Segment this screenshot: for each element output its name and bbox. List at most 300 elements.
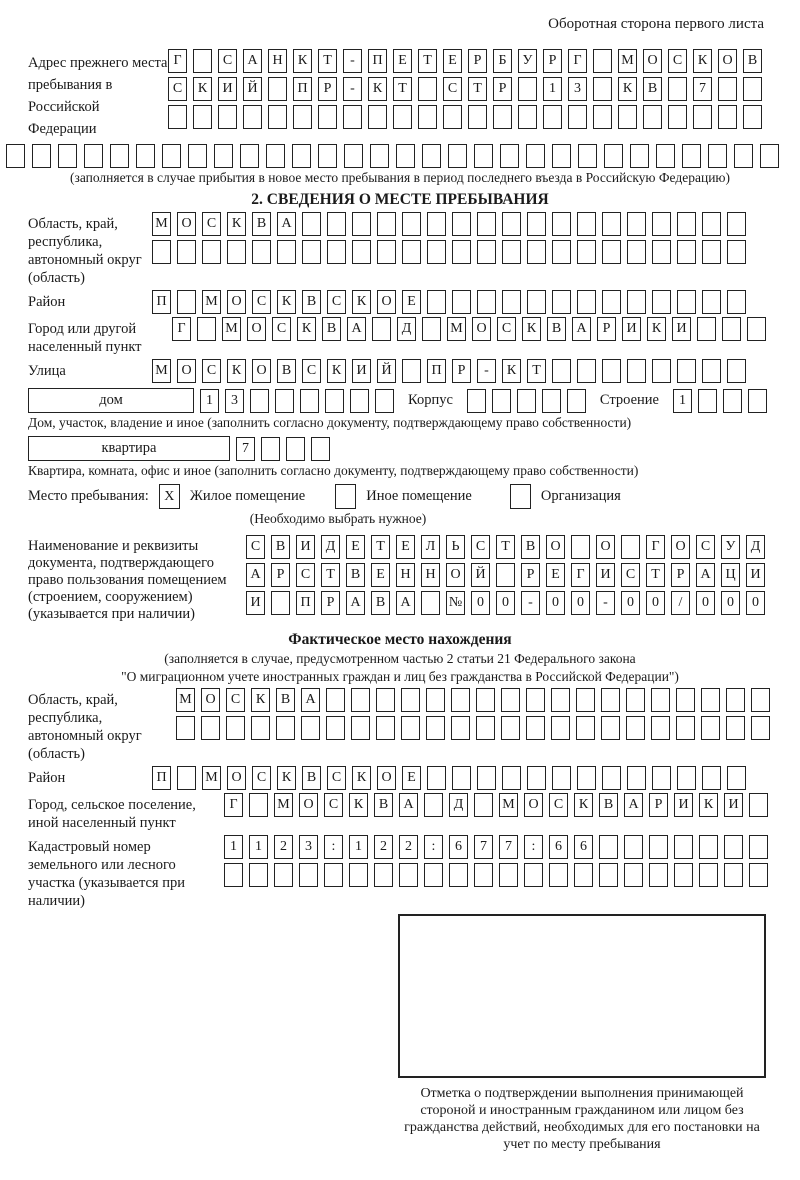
- char-cell[interactable]: [162, 144, 181, 168]
- char-cell[interactable]: [292, 144, 311, 168]
- char-cell[interactable]: Ц: [721, 563, 740, 587]
- char-cell[interactable]: Р: [671, 563, 690, 587]
- char-cell[interactable]: Д: [746, 535, 765, 559]
- char-cell[interactable]: [627, 359, 646, 383]
- char-cell[interactable]: [168, 105, 187, 129]
- char-cell[interactable]: [656, 144, 675, 168]
- char-cell[interactable]: [499, 863, 518, 887]
- char-cell[interactable]: Д: [449, 793, 468, 817]
- char-cell[interactable]: [630, 144, 649, 168]
- char-cell[interactable]: [543, 105, 562, 129]
- char-cell[interactable]: [526, 144, 545, 168]
- char-cell[interactable]: [601, 688, 620, 712]
- char-cell[interactable]: 3: [299, 835, 318, 859]
- char-cell[interactable]: И: [296, 535, 315, 559]
- char-cell[interactable]: [451, 688, 470, 712]
- char-cell[interactable]: [668, 77, 687, 101]
- char-cell[interactable]: С: [549, 793, 568, 817]
- char-cell[interactable]: [526, 716, 545, 740]
- char-cell[interactable]: [372, 317, 391, 341]
- char-cell[interactable]: Т: [318, 49, 337, 73]
- char-cell[interactable]: 6: [549, 835, 568, 859]
- char-cell[interactable]: И: [672, 317, 691, 341]
- char-cell[interactable]: О: [227, 766, 246, 790]
- char-cell[interactable]: [621, 535, 640, 559]
- char-cell[interactable]: [152, 240, 171, 264]
- char-cell[interactable]: О: [247, 317, 266, 341]
- char-cell[interactable]: 0: [546, 591, 565, 615]
- char-cell[interactable]: [701, 716, 720, 740]
- char-cell[interactable]: [421, 591, 440, 615]
- char-cell[interactable]: С: [471, 535, 490, 559]
- char-cell[interactable]: [393, 105, 412, 129]
- char-cell[interactable]: О: [718, 49, 737, 73]
- char-cell[interactable]: В: [302, 766, 321, 790]
- char-cell[interactable]: 0: [696, 591, 715, 615]
- char-cell[interactable]: Д: [321, 535, 340, 559]
- char-cell[interactable]: [396, 144, 415, 168]
- char-cell[interactable]: [626, 688, 645, 712]
- char-cell[interactable]: [402, 359, 421, 383]
- char-cell[interactable]: Е: [546, 563, 565, 587]
- apartment-type-box[interactable]: [28, 436, 230, 461]
- char-cell[interactable]: [6, 144, 25, 168]
- char-cell[interactable]: О: [252, 359, 271, 383]
- char-cell[interactable]: [682, 144, 701, 168]
- char-cell[interactable]: [627, 240, 646, 264]
- char-cell[interactable]: [651, 716, 670, 740]
- char-cell[interactable]: Р: [468, 49, 487, 73]
- char-cell[interactable]: [376, 688, 395, 712]
- char-cell[interactable]: [677, 766, 696, 790]
- char-cell[interactable]: [427, 766, 446, 790]
- char-cell[interactable]: Г: [168, 49, 187, 73]
- char-cell[interactable]: [627, 212, 646, 236]
- char-cell[interactable]: М: [202, 290, 221, 314]
- char-cell[interactable]: [526, 688, 545, 712]
- char-cell[interactable]: [652, 240, 671, 264]
- char-cell[interactable]: [401, 688, 420, 712]
- char-cell[interactable]: /: [671, 591, 690, 615]
- char-cell[interactable]: О: [596, 535, 615, 559]
- char-cell[interactable]: [327, 240, 346, 264]
- char-cell[interactable]: [501, 688, 520, 712]
- char-cell[interactable]: К: [349, 793, 368, 817]
- char-cell[interactable]: [58, 144, 77, 168]
- char-cell[interactable]: [271, 591, 290, 615]
- char-cell[interactable]: С: [696, 535, 715, 559]
- char-cell[interactable]: Й: [377, 359, 396, 383]
- char-cell[interactable]: И: [218, 77, 237, 101]
- char-cell[interactable]: [702, 240, 721, 264]
- char-cell[interactable]: -: [477, 359, 496, 383]
- char-cell[interactable]: 1: [543, 77, 562, 101]
- char-cell[interactable]: [227, 240, 246, 264]
- char-cell[interactable]: О: [643, 49, 662, 73]
- char-cell[interactable]: С: [497, 317, 516, 341]
- char-cell[interactable]: [277, 240, 296, 264]
- char-cell[interactable]: М: [447, 317, 466, 341]
- char-cell[interactable]: А: [624, 793, 643, 817]
- char-cell[interactable]: [677, 212, 696, 236]
- char-cell[interactable]: [697, 317, 716, 341]
- char-cell[interactable]: [518, 105, 537, 129]
- char-cell[interactable]: [652, 766, 671, 790]
- char-cell[interactable]: [474, 793, 493, 817]
- char-cell[interactable]: [496, 563, 515, 587]
- char-cell[interactable]: [193, 105, 212, 129]
- char-cell[interactable]: [377, 240, 396, 264]
- char-cell[interactable]: С: [272, 317, 291, 341]
- char-cell[interactable]: К: [327, 359, 346, 383]
- char-cell[interactable]: [577, 766, 596, 790]
- char-cell[interactable]: [602, 290, 621, 314]
- char-cell[interactable]: [467, 389, 486, 413]
- char-cell[interactable]: [468, 105, 487, 129]
- char-cell[interactable]: [422, 144, 441, 168]
- char-cell[interactable]: А: [572, 317, 591, 341]
- char-cell[interactable]: О: [177, 212, 196, 236]
- char-cell[interactable]: [476, 688, 495, 712]
- char-cell[interactable]: [702, 359, 721, 383]
- char-cell[interactable]: [325, 389, 344, 413]
- char-cell[interactable]: Т: [321, 563, 340, 587]
- char-cell[interactable]: [574, 863, 593, 887]
- char-cell[interactable]: Р: [543, 49, 562, 73]
- char-cell[interactable]: [224, 863, 243, 887]
- char-cell[interactable]: Р: [321, 591, 340, 615]
- char-cell[interactable]: У: [721, 535, 740, 559]
- char-cell[interactable]: [452, 212, 471, 236]
- char-cell[interactable]: В: [371, 591, 390, 615]
- char-cell[interactable]: [702, 766, 721, 790]
- char-cell[interactable]: [268, 77, 287, 101]
- char-cell[interactable]: В: [302, 290, 321, 314]
- char-cell[interactable]: [476, 716, 495, 740]
- char-cell[interactable]: [251, 716, 270, 740]
- char-cell[interactable]: [751, 716, 770, 740]
- char-cell[interactable]: [760, 144, 779, 168]
- char-cell[interactable]: [627, 766, 646, 790]
- char-cell[interactable]: О: [299, 793, 318, 817]
- char-cell[interactable]: -: [596, 591, 615, 615]
- char-cell[interactable]: И: [674, 793, 693, 817]
- char-cell[interactable]: В: [276, 688, 295, 712]
- char-cell[interactable]: Е: [371, 563, 390, 587]
- char-cell[interactable]: [677, 290, 696, 314]
- char-cell[interactable]: [576, 688, 595, 712]
- organization-checkbox[interactable]: [510, 484, 531, 509]
- char-cell[interactable]: [701, 688, 720, 712]
- char-cell[interactable]: [524, 863, 543, 887]
- char-cell[interactable]: [324, 863, 343, 887]
- char-cell[interactable]: Р: [521, 563, 540, 587]
- char-cell[interactable]: [350, 389, 369, 413]
- char-cell[interactable]: К: [277, 290, 296, 314]
- char-cell[interactable]: 2: [399, 835, 418, 859]
- char-cell[interactable]: [699, 835, 718, 859]
- char-cell[interactable]: Е: [402, 766, 421, 790]
- char-cell[interactable]: М: [618, 49, 637, 73]
- char-cell[interactable]: [424, 863, 443, 887]
- char-cell[interactable]: В: [271, 535, 290, 559]
- char-cell[interactable]: Н: [396, 563, 415, 587]
- char-cell[interactable]: [577, 212, 596, 236]
- char-cell[interactable]: К: [352, 290, 371, 314]
- char-cell[interactable]: [374, 863, 393, 887]
- char-cell[interactable]: [252, 240, 271, 264]
- char-cell[interactable]: [552, 212, 571, 236]
- char-cell[interactable]: И: [352, 359, 371, 383]
- char-cell[interactable]: [649, 835, 668, 859]
- char-cell[interactable]: Т: [393, 77, 412, 101]
- char-cell[interactable]: [352, 240, 371, 264]
- char-cell[interactable]: Й: [243, 77, 262, 101]
- char-cell[interactable]: С: [218, 49, 237, 73]
- char-cell[interactable]: [276, 716, 295, 740]
- char-cell[interactable]: [376, 716, 395, 740]
- char-cell[interactable]: В: [252, 212, 271, 236]
- char-cell[interactable]: :: [524, 835, 543, 859]
- char-cell[interactable]: П: [296, 591, 315, 615]
- char-cell[interactable]: 0: [746, 591, 765, 615]
- char-cell[interactable]: П: [152, 290, 171, 314]
- char-cell[interactable]: 3: [568, 77, 587, 101]
- char-cell[interactable]: Т: [527, 359, 546, 383]
- char-cell[interactable]: С: [226, 688, 245, 712]
- char-cell[interactable]: Т: [496, 535, 515, 559]
- char-cell[interactable]: А: [301, 688, 320, 712]
- char-cell[interactable]: [693, 105, 712, 129]
- char-cell[interactable]: В: [743, 49, 762, 73]
- char-cell[interactable]: В: [521, 535, 540, 559]
- char-cell[interactable]: [188, 144, 207, 168]
- char-cell[interactable]: [326, 716, 345, 740]
- char-cell[interactable]: [602, 240, 621, 264]
- char-cell[interactable]: 0: [721, 591, 740, 615]
- char-cell[interactable]: [418, 77, 437, 101]
- char-cell[interactable]: [502, 240, 521, 264]
- char-cell[interactable]: [668, 105, 687, 129]
- char-cell[interactable]: [401, 716, 420, 740]
- char-cell[interactable]: [176, 716, 195, 740]
- char-cell[interactable]: И: [596, 563, 615, 587]
- char-cell[interactable]: [602, 212, 621, 236]
- char-cell[interactable]: [724, 863, 743, 887]
- char-cell[interactable]: [568, 105, 587, 129]
- char-cell[interactable]: 0: [621, 591, 640, 615]
- char-cell[interactable]: [502, 766, 521, 790]
- char-cell[interactable]: [302, 240, 321, 264]
- char-cell[interactable]: О: [377, 290, 396, 314]
- char-cell[interactable]: [751, 688, 770, 712]
- char-cell[interactable]: С: [443, 77, 462, 101]
- char-cell[interactable]: [552, 240, 571, 264]
- char-cell[interactable]: 2: [374, 835, 393, 859]
- char-cell[interactable]: И: [746, 563, 765, 587]
- char-cell[interactable]: А: [243, 49, 262, 73]
- char-cell[interactable]: К: [502, 359, 521, 383]
- char-cell[interactable]: Р: [493, 77, 512, 101]
- char-cell[interactable]: [748, 389, 767, 413]
- char-cell[interactable]: А: [277, 212, 296, 236]
- char-cell[interactable]: [676, 716, 695, 740]
- char-cell[interactable]: [724, 835, 743, 859]
- char-cell[interactable]: [427, 290, 446, 314]
- char-cell[interactable]: [311, 437, 330, 461]
- char-cell[interactable]: 0: [646, 591, 665, 615]
- char-cell[interactable]: [749, 863, 768, 887]
- char-cell[interactable]: А: [399, 793, 418, 817]
- char-cell[interactable]: [261, 437, 280, 461]
- char-cell[interactable]: [674, 835, 693, 859]
- char-cell[interactable]: [426, 716, 445, 740]
- char-cell[interactable]: Е: [443, 49, 462, 73]
- char-cell[interactable]: Й: [471, 563, 490, 587]
- char-cell[interactable]: [197, 317, 216, 341]
- char-cell[interactable]: [723, 389, 742, 413]
- char-cell[interactable]: [300, 389, 319, 413]
- char-cell[interactable]: К: [277, 766, 296, 790]
- char-cell[interactable]: С: [168, 77, 187, 101]
- char-cell[interactable]: 1: [224, 835, 243, 859]
- char-cell[interactable]: Л: [421, 535, 440, 559]
- char-cell[interactable]: К: [251, 688, 270, 712]
- char-cell[interactable]: Т: [468, 77, 487, 101]
- char-cell[interactable]: [602, 359, 621, 383]
- char-cell[interactable]: Б: [493, 49, 512, 73]
- char-cell[interactable]: 6: [574, 835, 593, 859]
- char-cell[interactable]: В: [643, 77, 662, 101]
- char-cell[interactable]: [552, 766, 571, 790]
- char-cell[interactable]: М: [222, 317, 241, 341]
- char-cell[interactable]: [599, 835, 618, 859]
- char-cell[interactable]: [286, 437, 305, 461]
- char-cell[interactable]: [652, 290, 671, 314]
- char-cell[interactable]: -: [343, 49, 362, 73]
- char-cell[interactable]: [402, 240, 421, 264]
- char-cell[interactable]: С: [327, 766, 346, 790]
- char-cell[interactable]: [266, 144, 285, 168]
- char-cell[interactable]: [502, 212, 521, 236]
- char-cell[interactable]: П: [368, 49, 387, 73]
- char-cell[interactable]: 1: [249, 835, 268, 859]
- char-cell[interactable]: [599, 863, 618, 887]
- char-cell[interactable]: [370, 144, 389, 168]
- char-cell[interactable]: [501, 716, 520, 740]
- char-cell[interactable]: [749, 793, 768, 817]
- char-cell[interactable]: [426, 688, 445, 712]
- char-cell[interactable]: [451, 716, 470, 740]
- char-cell[interactable]: [274, 863, 293, 887]
- char-cell[interactable]: [743, 105, 762, 129]
- char-cell[interactable]: [576, 716, 595, 740]
- char-cell[interactable]: [518, 77, 537, 101]
- char-cell[interactable]: [399, 863, 418, 887]
- char-cell[interactable]: В: [547, 317, 566, 341]
- char-cell[interactable]: К: [297, 317, 316, 341]
- char-cell[interactable]: Г: [571, 563, 590, 587]
- char-cell[interactable]: О: [377, 766, 396, 790]
- char-cell[interactable]: [84, 144, 103, 168]
- char-cell[interactable]: [477, 240, 496, 264]
- char-cell[interactable]: Т: [418, 49, 437, 73]
- char-cell[interactable]: [449, 863, 468, 887]
- char-cell[interactable]: [110, 144, 129, 168]
- char-cell[interactable]: [502, 290, 521, 314]
- char-cell[interactable]: [299, 863, 318, 887]
- char-cell[interactable]: 7: [499, 835, 518, 859]
- char-cell[interactable]: [422, 317, 441, 341]
- char-cell[interactable]: Д: [397, 317, 416, 341]
- char-cell[interactable]: [699, 863, 718, 887]
- char-cell[interactable]: Р: [452, 359, 471, 383]
- char-cell[interactable]: А: [347, 317, 366, 341]
- char-cell[interactable]: [377, 212, 396, 236]
- other-premises-checkbox[interactable]: [335, 484, 356, 509]
- char-cell[interactable]: К: [227, 359, 246, 383]
- char-cell[interactable]: [618, 105, 637, 129]
- char-cell[interactable]: К: [693, 49, 712, 73]
- char-cell[interactable]: В: [346, 563, 365, 587]
- char-cell[interactable]: У: [518, 49, 537, 73]
- char-cell[interactable]: К: [574, 793, 593, 817]
- char-cell[interactable]: М: [152, 212, 171, 236]
- char-cell[interactable]: К: [647, 317, 666, 341]
- char-cell[interactable]: [527, 212, 546, 236]
- char-cell[interactable]: [718, 105, 737, 129]
- char-cell[interactable]: [424, 793, 443, 817]
- char-cell[interactable]: [326, 688, 345, 712]
- char-cell[interactable]: [747, 317, 766, 341]
- char-cell[interactable]: Е: [402, 290, 421, 314]
- char-cell[interactable]: К: [522, 317, 541, 341]
- char-cell[interactable]: [651, 688, 670, 712]
- char-cell[interactable]: :: [324, 835, 343, 859]
- char-cell[interactable]: [351, 716, 370, 740]
- char-cell[interactable]: [727, 290, 746, 314]
- char-cell[interactable]: 7: [474, 835, 493, 859]
- char-cell[interactable]: С: [324, 793, 343, 817]
- char-cell[interactable]: 1: [673, 389, 692, 413]
- char-cell[interactable]: 6: [449, 835, 468, 859]
- char-cell[interactable]: [177, 240, 196, 264]
- char-cell[interactable]: Г: [224, 793, 243, 817]
- char-cell[interactable]: [677, 240, 696, 264]
- char-cell[interactable]: [677, 359, 696, 383]
- char-cell[interactable]: А: [346, 591, 365, 615]
- char-cell[interactable]: [674, 863, 693, 887]
- char-cell[interactable]: 7: [236, 437, 255, 461]
- char-cell[interactable]: [698, 389, 717, 413]
- char-cell[interactable]: Г: [568, 49, 587, 73]
- char-cell[interactable]: [427, 212, 446, 236]
- char-cell[interactable]: [604, 144, 623, 168]
- char-cell[interactable]: М: [499, 793, 518, 817]
- char-cell[interactable]: [624, 863, 643, 887]
- char-cell[interactable]: П: [427, 359, 446, 383]
- char-cell[interactable]: А: [396, 591, 415, 615]
- char-cell[interactable]: [418, 105, 437, 129]
- char-cell[interactable]: [722, 317, 741, 341]
- char-cell[interactable]: [32, 144, 51, 168]
- char-cell[interactable]: [214, 144, 233, 168]
- char-cell[interactable]: С: [252, 290, 271, 314]
- char-cell[interactable]: [676, 688, 695, 712]
- char-cell[interactable]: :: [424, 835, 443, 859]
- char-cell[interactable]: [477, 766, 496, 790]
- char-cell[interactable]: 2: [274, 835, 293, 859]
